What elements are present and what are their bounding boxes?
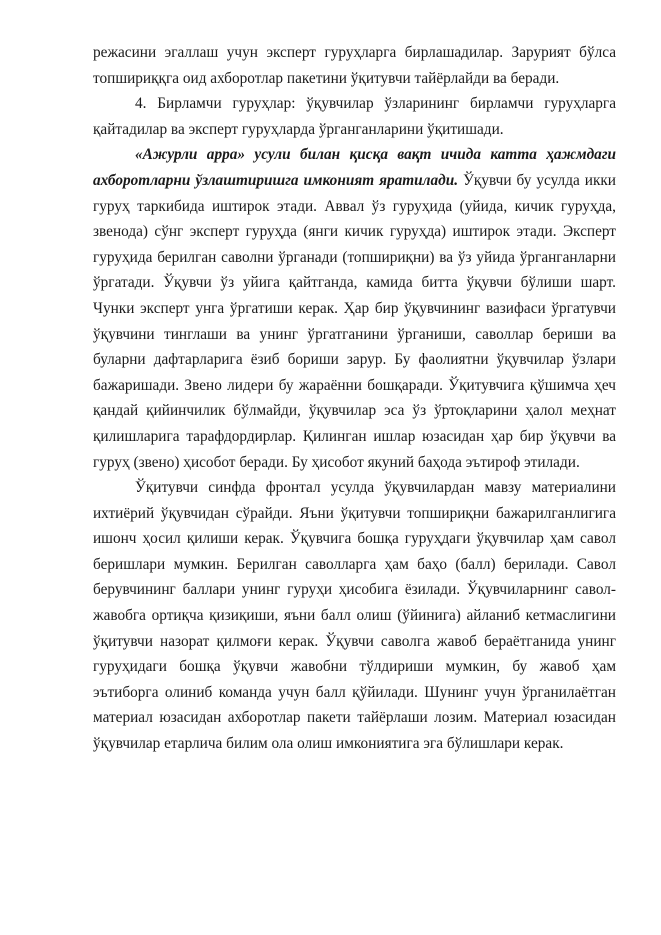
jigsaw-method-emphasis: «Ажурли арра» усули билан қисқа вақт ичида катта ҳажмдаги ахборотларни ўзлаштиришга имконият яратилади.	[93, 146, 616, 189]
document-page	[93, 40, 616, 757]
paragraph-jigsaw-method	[93, 142, 616, 475]
paragraph-frontal-method: Ўқитувчи синфда фронтал усулда ўқувчилардан мавзу материалини ихтиёрий ўқувчидан сўрайди. Яъни ўқитувчи топшириқни бажарилганлигига ишонч ҳосил қилиши керак. Ўқувчига бошқа гуруҳдаги ўқувчилар ҳам савол беришлари мумкин. Берилган саволларга ҳам баҳо (балл) берилади. Савол берувчининг баллари унинг гуруҳи ҳисобига ёзилади. Ўқувчиларнинг савол-жавобга ортиқча қизиқиши, яъни балл олиш (ўйинига) айланиб кетмаслигини ўқитувчи назорат қилмоғи керак. Ўқувчи саволга жавоб бераётганида унинг гуруҳидаги бошқа ўқувчи жавобни тўлдириши мумкин, бу жавоб ҳам эътиборга олиниб команда учун балл қўйилади. Шунинг учун ўрганилаётган материал юзасидан ахборотлар пакети тайёрлаши лозим. Материал юзасидан ўқувчилар етарлича билим ола олиш имкониятига эга бўлишлари керак.	[93, 479, 616, 753]
paragraph-continuation: режасини эгаллаш учун эксперт гуруҳларга бирлашадилар. Зарурият бўлса топшириққга оид ахборотлар пакетини ўқитувчи тайёрлайди ва беради.	[93, 44, 616, 87]
jigsaw-method-body: Ўқувчи бу усулда икки гуруҳ таркибида иштирок этади. Аввал ўз гуруҳида (уйида, кичик гуруҳда, звенода) сўнг эксперт гуруҳда (янги кичик гуруҳда) иштирок этади. Эксперт гуруҳида берилган саволни ўрганади (топшириқни) ва ўз уйида ўрганганларни ўргатади. Ўқувчи ўз уйига қайтганда, камида битта ўқувчи бўлиши шарт. Чунки эксперт унга ўргатиши керак. Ҳар бир ўқувчининг вазифаси ўргатувчи ўқувчини тинглаши ва унинг ўргатганини ўрганиши, саволлар бериши ва буларни дафтарларига ёзиб бориши зарур. Бу фаолиятни ўқувчилар ўзлари бажаришади. Звено лидери бу жараённи бошқаради. Ўқитувчига қўшимча ҳеч қандай қийинчилик бўлмайди, ўқувчилар эса ўз ўртоқларини ҳалол меҳнат қилишларига тарафдордирлар. Қилинган ишлар юзасидан ҳар бир ўқувчи ва гуруҳ (звено) ҳисобот беради. Бу ҳисобот якуний баҳода эътироф этилади.	[93, 171, 616, 471]
paragraph-primary-groups: 4. Бирламчи гуруҳлар: ўқувчилар ўзларининг бирламчи гуруҳларга қайтадилар ва эксперт гуруҳларда ўрганганларини ўқитишади.	[93, 95, 616, 138]
